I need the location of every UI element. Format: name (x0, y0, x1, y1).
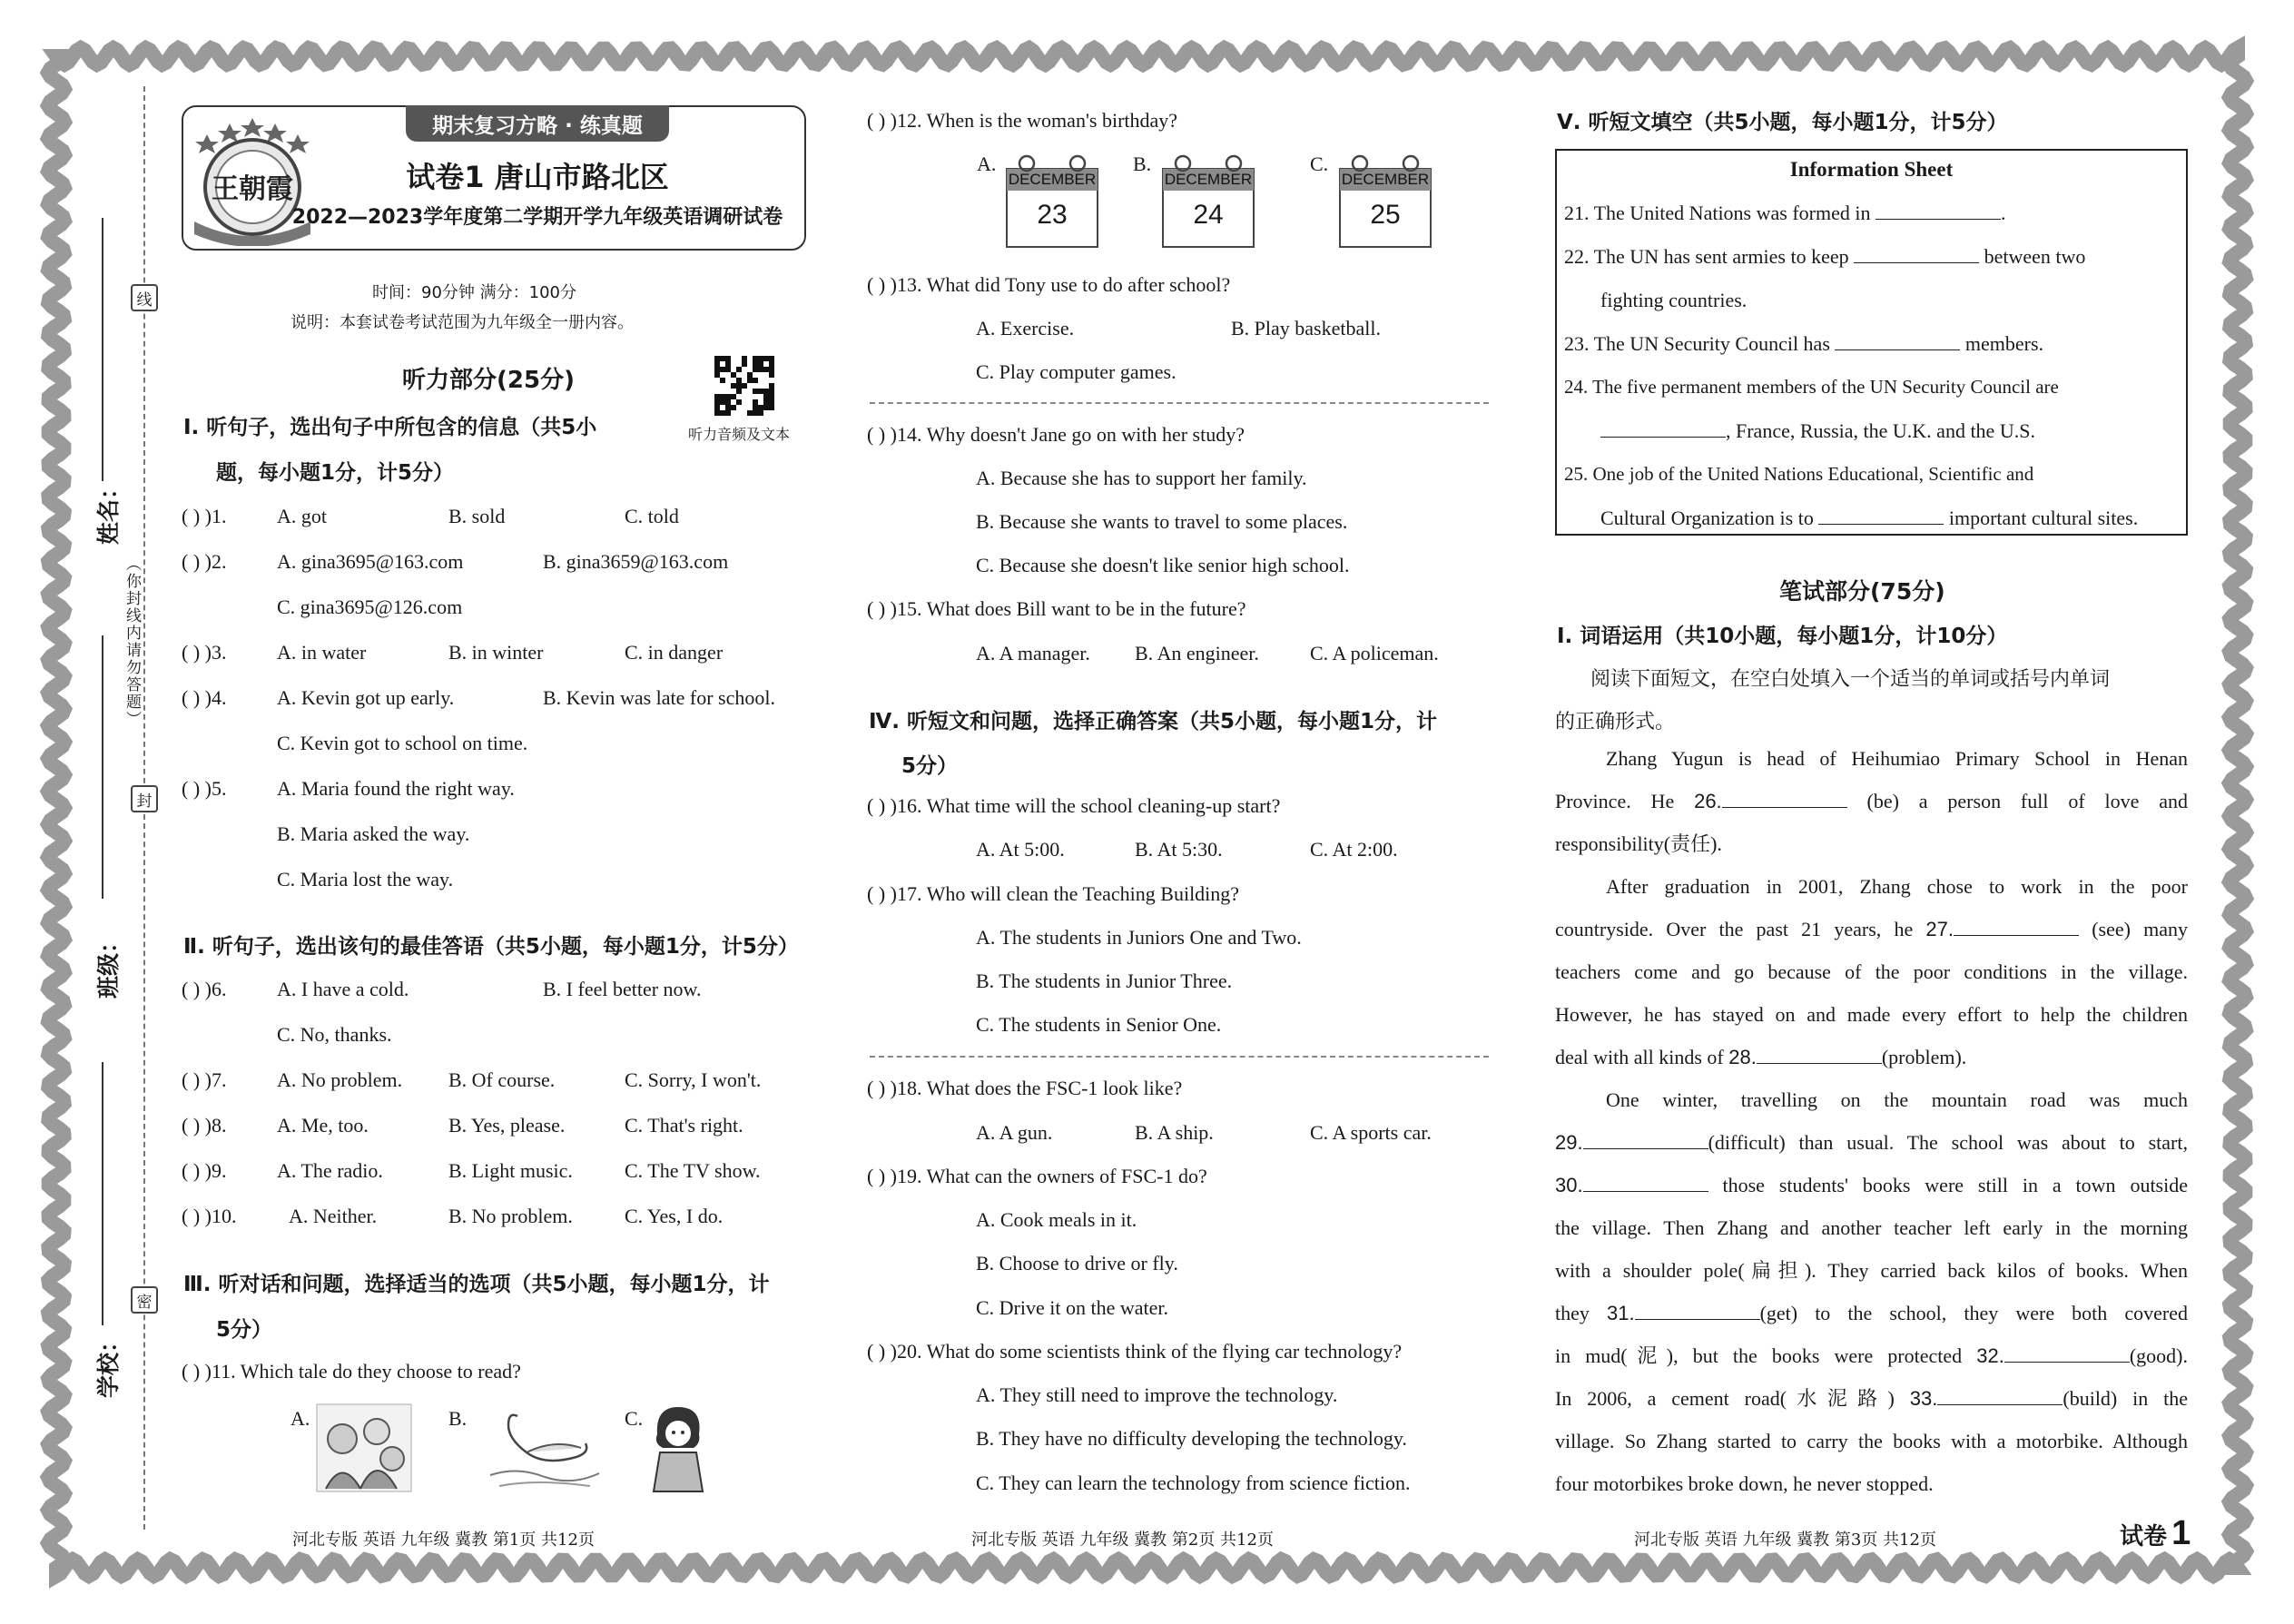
hint-27: (see) many (2092, 918, 2189, 940)
writing-section-1-title: Ⅰ. 词语运用（共10小题，每小题1分，计10分） (1557, 625, 2008, 648)
q19-option-a: A. Cook meals in it. (976, 1208, 1137, 1231)
info-23-end: members. (1964, 332, 2044, 355)
writing-instruction: 阅读下面短文，在空白处填入一个适当的单词或括号内单词 (1590, 668, 2111, 691)
q5-option-b: B. Maria asked the way. (277, 822, 470, 845)
answer-blank-22[interactable] (1854, 245, 1979, 263)
exam-header-box (182, 105, 806, 251)
q8-option-c: C. That's right. (625, 1114, 743, 1137)
answer-blank-31[interactable] (1635, 1302, 1760, 1320)
q12-number: )12. (890, 109, 922, 132)
q19-option-c: C. Drive it on the water. (976, 1296, 1169, 1319)
blank-number-29: 29. (1555, 1131, 1583, 1154)
q15-option-b: B. An engineer. (1135, 642, 1259, 664)
info-sheet-title: Information Sheet (1789, 158, 1954, 181)
qr-label: 听力音频及文本 (688, 426, 791, 443)
answer-paren[interactable]: ( ) (182, 1360, 201, 1383)
question-divider (870, 1056, 1489, 1058)
q8-option-b: B. Yes, please. (448, 1114, 566, 1137)
q7-option-b: B. Of course. (448, 1068, 556, 1091)
writing-instruction-cont: 的正确形式。 (1555, 711, 1676, 733)
q19-option-b: B. Choose to drive or fly. (976, 1252, 1178, 1275)
q17-option-b: B. The students in Junior Three. (976, 969, 1233, 992)
q3-option-b: B. in winter (448, 641, 544, 664)
q11-number: )11. (204, 1360, 236, 1383)
q11-label-b: B. (448, 1407, 468, 1430)
calendar-icon-a (1004, 149, 1100, 251)
answer-blank-32[interactable] (2004, 1344, 2130, 1363)
paper-tag-label: 试卷 (2120, 1523, 2168, 1550)
q4-option-c: C. Kevin got to school on time. (277, 732, 528, 754)
hint-31: (get) to the school, they were both covered (1759, 1302, 2189, 1324)
section-1-title-cont: 题，每小题1分，计5分） (216, 461, 455, 485)
q20-option-b: B. They have no difficulty developing the technology. (976, 1427, 1407, 1450)
passage-line: the village. Then Zhang and another teacher left early in the morning (1555, 1216, 2188, 1239)
info-23-text: 23. The UN Security Council has (1564, 332, 1830, 355)
q10-option-c: C. Yes, I do. (625, 1205, 724, 1227)
blank-number-27: 27. (1925, 918, 1954, 940)
q6-option-a: A. I have a cold. (277, 978, 409, 1000)
information-sheet (1555, 149, 2188, 536)
answer-paren[interactable]: ( ) (182, 978, 201, 1000)
answer-blank-33[interactable] (1937, 1387, 2063, 1405)
answer-blank-27[interactable] (1954, 918, 2079, 936)
footer-page-2: 河北专版 英语 九年级 冀教 第2页 共12页 (971, 1530, 1274, 1550)
paper-tag-number: 1 (2171, 1514, 2191, 1552)
calendar-day-b: 24 (1193, 200, 1224, 230)
q10-number: )10. (204, 1205, 237, 1227)
q1-option-a: A. got (277, 505, 327, 527)
info-24-text: 24. The five permanent members of the UN Security Council are (1564, 376, 2059, 398)
blank-number-26: 26. (1694, 790, 1722, 812)
passage-line: One winter, travelling on the mountain road was much (1606, 1088, 2188, 1111)
answer-blank-28[interactable] (1757, 1046, 1882, 1064)
answer-paren[interactable]: ( ) (867, 597, 886, 620)
no-answer-note: （你封线内请勿答题） (123, 556, 141, 728)
header-tab: 期末复习方略 · 练真题 (406, 105, 669, 142)
cloze-passage (1555, 737, 2188, 1505)
hint-33: (build) in the (2063, 1387, 2188, 1410)
listening-title: 听力部分(25分) (402, 367, 575, 394)
q13-option-c: C. Play computer games. (976, 360, 1177, 383)
q3-option-c: C. in danger (625, 641, 724, 664)
q15-number: )15. (890, 597, 922, 620)
answer-paren[interactable]: ( ) (182, 686, 201, 709)
passage-line: Province. He (1555, 790, 1675, 812)
q5-option-a: A. Maria found the right way. (277, 777, 515, 800)
q4-option-a: A. Kevin got up early. (277, 686, 455, 709)
passage-line: with a shoulder pole(扁担). They carried back kilos of books. When (1555, 1259, 2188, 1282)
answer-paren[interactable]: ( ) (182, 1114, 201, 1137)
q18-option-a: A. A gun. (976, 1121, 1053, 1144)
name-label: 姓名： (95, 476, 122, 545)
q11-label-c: C. (625, 1407, 644, 1430)
q13-option-a: A. Exercise. (976, 317, 1075, 340)
q14-option-a: A. Because she has to support her family. (976, 467, 1307, 489)
answer-paren[interactable]: ( ) (867, 273, 886, 296)
blank-number-32: 32. (1976, 1344, 2004, 1367)
answer-paren[interactable]: ( ) (867, 1340, 886, 1363)
info-21-end: . (2000, 202, 2006, 224)
hint-29: (difficult) than usual. The school was about to start, (1708, 1131, 2188, 1154)
section-4-title: Ⅳ. 听短文和问题，选择正确答案（共5小题，每小题1分，计 (869, 710, 1438, 733)
fairy-tale-picture-b (481, 1403, 608, 1493)
q14-option-c: C. Because she doesn't like senior high school. (976, 554, 1350, 576)
passage-line: Zhang Yugun is head of Heihumiao Primary School in Henan (1606, 747, 2188, 770)
info-25-end: important cultural sites. (1948, 507, 2139, 529)
paper-number-tag (2120, 1514, 2191, 1553)
answer-paren[interactable]: ( ) (867, 109, 886, 132)
q14-question: Why doesn't Jane go on with her study? (926, 423, 1245, 446)
q16-option-a: A. At 5:00. (976, 838, 1065, 861)
section-4-title-cont: 5分） (901, 754, 959, 778)
answer-paren[interactable]: ( ) (867, 1077, 886, 1099)
class-label: 班级： (95, 930, 122, 999)
hint-28: (problem). (1881, 1046, 1967, 1068)
q2-option-c: C. gina3695@126.com (277, 595, 463, 618)
question-divider (870, 402, 1489, 404)
info-21-text: 21. The United Nations was formed in (1564, 202, 1871, 224)
blank-number-28: 28. (1728, 1046, 1757, 1068)
passage-line: However, he has stayed on and made every effort to help the children (1555, 1003, 2188, 1026)
q20-number: )20. (890, 1340, 922, 1363)
passage-line: responsibility(责任). (1555, 832, 1722, 855)
answer-paren[interactable]: ( ) (867, 882, 886, 905)
exam-subtitle: 2022—2023学年度第二学期开学九年级英语调研试卷 (291, 206, 783, 229)
section-3-title: Ⅲ. 听对话和问题，选择适当的选项（共5小题，每小题1分，计 (183, 1273, 770, 1296)
hint-26: (be) a person full of love and (1866, 790, 2189, 812)
answer-paren[interactable]: ( ) (867, 794, 886, 817)
blank-number-31: 31. (1606, 1302, 1635, 1324)
q2-number: )2. (204, 550, 227, 573)
info-22-cont: fighting countries. (1600, 289, 1748, 311)
q16-option-c: C. At 2:00. (1310, 838, 1398, 861)
q9-number: )9. (204, 1159, 227, 1182)
answer-paren[interactable]: ( ) (182, 641, 201, 664)
section-3-title-cont: 5分） (216, 1318, 273, 1342)
q9-option-a: A. The radio. (277, 1159, 383, 1182)
q7-option-a: A. No problem. (277, 1068, 403, 1091)
q2-option-b: B. gina3659@163.com (543, 550, 729, 573)
cut-char-secret: 密 (131, 1286, 158, 1314)
answer-paren[interactable]: ( ) (182, 1068, 201, 1091)
passage-line: countryside. Over the past 21 years, he (1555, 918, 1914, 940)
q6-option-b: B. I feel better now. (543, 978, 702, 1000)
passage-line: village. So Zhang started to carry the books with a motorbike. Although (1555, 1430, 2188, 1452)
q1-number: )1. (204, 505, 227, 527)
answer-paren[interactable]: ( ) (182, 777, 201, 800)
calendar-icon-b (1160, 149, 1256, 251)
q10-option-b: B. No problem. (448, 1205, 573, 1227)
blank-number-33: 33. (1909, 1387, 1938, 1410)
answer-paren[interactable]: ( ) (867, 1165, 886, 1187)
footer-page-3: 河北专版 英语 九年级 冀教 第3页 共12页 (1634, 1530, 1936, 1550)
q1-option-b: B. sold (448, 505, 506, 527)
answer-paren[interactable]: ( ) (182, 1205, 201, 1227)
exam-title: 试卷1 唐山市路北区 (406, 160, 669, 194)
qr-code-icon[interactable] (714, 356, 774, 416)
section-2-title: Ⅱ. 听句子，选出该句的最佳答语（共5小题，每小题1分，计5分） (183, 935, 799, 959)
calendar-month-c: DECEMBER (1341, 171, 1430, 188)
q17-option-a: A. The students in Juniors One and Two. (976, 926, 1302, 949)
passage-line: in mud(泥), but the books were protected (1555, 1344, 1963, 1367)
info-24-end: , France, Russia, the U.K. and the U.S. (1726, 419, 2035, 442)
q9-option-c: C. The TV show. (625, 1159, 761, 1182)
q5-number: )5. (204, 777, 227, 800)
class-field-line[interactable] (102, 635, 103, 899)
q11-question: Which tale do they choose to read? (240, 1360, 521, 1383)
q13-number: )13. (890, 273, 922, 296)
q20-option-c: C. They can learn the technology from science fiction. (976, 1471, 1411, 1494)
q12-label-c: C. (1310, 153, 1329, 175)
scope-note: 说明：本套试卷考试范围为九年级全一册内容。 (290, 313, 634, 332)
passage-line: they (1555, 1302, 1590, 1324)
q12-question: When is the woman's birthday? (926, 109, 1178, 132)
q20-option-a: A. They still need to improve the technology. (976, 1383, 1338, 1406)
q16-question: What time will the school cleaning-up start? (926, 794, 1281, 817)
answer-blank-25[interactable] (1818, 507, 1944, 525)
passage-line: teachers come and go because of the poor conditions in the village. (1555, 960, 2188, 983)
calendar-month-b: DECEMBER (1164, 171, 1253, 188)
q17-question: Who will clean the Teaching Building? (926, 882, 1240, 905)
q16-number: )16. (890, 794, 922, 817)
q8-number: )8. (204, 1114, 227, 1137)
fairy-tale-picture-a (315, 1403, 413, 1493)
q4-option-b: B. Kevin was late for school. (543, 686, 775, 709)
cut-char-line: 线 (131, 284, 158, 311)
q2-option-a: A. gina3695@163.com (277, 550, 464, 573)
answer-blank-29[interactable] (1583, 1131, 1708, 1149)
blank-number-30: 30. (1555, 1174, 1583, 1196)
q10-option-a: A. Neither. (289, 1205, 378, 1227)
q19-number: )19. (890, 1165, 922, 1187)
answer-blank-23[interactable] (1835, 332, 1960, 350)
answer-blank-24[interactable] (1600, 419, 1726, 438)
q18-option-c: C. A sports car. (1310, 1121, 1432, 1144)
q9-option-b: B. Light music. (448, 1159, 573, 1182)
q1-option-c: C. told (625, 505, 679, 527)
answer-blank-26[interactable] (1722, 790, 1847, 808)
q8-option-a: A. Me, too. (277, 1114, 369, 1137)
fairy-tale-picture-c (646, 1403, 710, 1493)
q11-label-a: A. (290, 1407, 310, 1430)
calendar-day-a: 23 (1037, 200, 1068, 230)
q16-option-b: B. At 5:30. (1135, 838, 1223, 861)
hint-32: (good). (2129, 1344, 2188, 1367)
time-score-line: 时间：90分钟 满分：100分 (372, 283, 576, 302)
cut-char-seal: 封 (131, 785, 158, 812)
answer-paren[interactable]: ( ) (182, 505, 201, 527)
q18-question: What does the FSC-1 look like? (926, 1077, 1183, 1099)
school-label: 学校： (95, 1329, 122, 1398)
hint-30: those students' books were still in a town outside (1722, 1174, 2188, 1196)
calendar-icon-c (1337, 149, 1433, 251)
q20-question: What do some scientists think of the flying car technology? (926, 1340, 1403, 1363)
info-22-text: 22. The UN has sent armies to keep (1564, 245, 1849, 268)
answer-blank-30[interactable] (1583, 1174, 1708, 1192)
q15-option-c: C. A policeman. (1310, 642, 1439, 664)
answer-blank-21[interactable] (1876, 202, 2001, 220)
answer-paren[interactable]: ( ) (867, 423, 886, 446)
q15-option-a: A. A manager. (976, 642, 1090, 664)
logo-text: 王朝霞 (212, 173, 293, 205)
q15-question: What does Bill want to be in the future? (926, 597, 1246, 620)
answer-paren[interactable]: ( ) (182, 550, 201, 573)
info-25-text: 25. One job of the United Nations Educational, Scientific and (1564, 463, 2034, 485)
q6-number: )6. (204, 978, 227, 1000)
q3-option-a: A. in water (277, 641, 367, 664)
footer-page-1: 河北专版 英语 九年级 冀教 第1页 共12页 (292, 1530, 595, 1550)
answer-paren[interactable]: ( ) (182, 1159, 201, 1182)
q5-option-c: C. Maria lost the way. (277, 868, 454, 891)
q14-number: )14. (890, 423, 922, 446)
q17-option-c: C. The students in Senior One. (976, 1013, 1222, 1036)
passage-line: In 2006, a cement road(水泥路) (1555, 1387, 1895, 1410)
q3-number: )3. (204, 641, 227, 664)
passage-line: deal with all kinds of (1555, 1046, 1724, 1068)
info-22-end: between two (1984, 245, 2086, 268)
q13-option-b: B. Play basketball. (1231, 317, 1381, 340)
calendar-day-c: 25 (1370, 200, 1401, 230)
passage-line: four motorbikes broke down, he never stopped. (1555, 1472, 1934, 1495)
writing-title: 笔试部分(75分) (1779, 578, 1945, 605)
section-1-title: Ⅰ. 听句子，选出句子中所包含的信息（共5小 (183, 416, 597, 439)
q7-number: )7. (204, 1068, 227, 1091)
name-field-line[interactable] (102, 218, 103, 481)
q18-number: )18. (890, 1077, 922, 1099)
q12-label-b: B. (1133, 153, 1152, 175)
school-field-line[interactable] (102, 1062, 103, 1325)
q13-question: What did Tony use to do after school? (926, 273, 1231, 296)
q6-option-c: C. No, thanks. (277, 1023, 392, 1046)
q14-option-b: B. Because she wants to travel to some places. (976, 510, 1348, 533)
q18-option-b: B. A ship. (1135, 1121, 1214, 1144)
q17-number: )17. (890, 882, 922, 905)
calendar-month-a: DECEMBER (1008, 171, 1097, 188)
q12-label-a: A. (977, 153, 997, 175)
q7-option-c: C. Sorry, I won't. (625, 1068, 762, 1091)
info-25-cont: Cultural Organization is to (1600, 507, 1814, 529)
section-5-title: Ⅴ. 听短文填空（共5小题，每小题1分，计5分） (1557, 111, 2008, 134)
passage-line: After graduation in 2001, Zhang chose to work in the poor (1606, 875, 2188, 898)
q4-number: )4. (204, 686, 227, 709)
q19-question: What can the owners of FSC-1 do? (926, 1165, 1207, 1187)
